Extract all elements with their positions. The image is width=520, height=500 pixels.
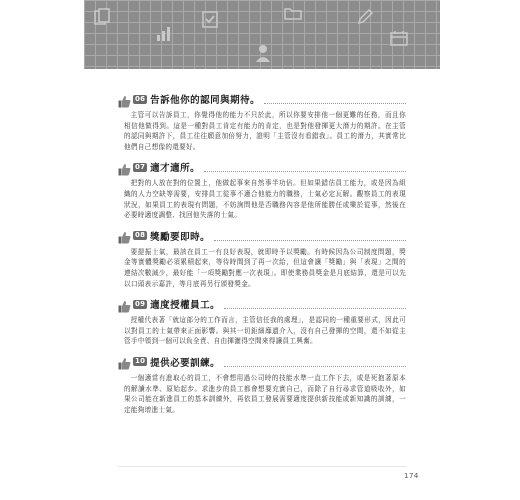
section-title: 獎勵要即時。 — [150, 231, 211, 243]
section-09 — [118, 297, 406, 347]
section-body: 一個適當有進取心的員工，不會想用過公司時的技能水準一直工作下去，或是死抱著原本的解讀水準、原始起步。求進步的員工都會想要充實自己，而除了自行尋求管道吸收外，如果公司能在新進員工的基本訓練外，再依員工發展需要適度提供新技能或新知識的訓練，一定能夠增進士氣。 — [124, 373, 406, 414]
header-band — [84, 0, 440, 69]
section-body: 主管可以告訴員工，你覺得他的能力不只於此，所以你要安排他一個更難的任務，而且你相信他做得到。這是一種對員工肯定有能力的肯定，也是對他發揮更大潛力的期許。在主管的認同與期許下，員工往往願意加倍努力，證明「主管沒有看錯我」。員工的潛力，其實常比他們自己想像的還要好。 — [124, 111, 406, 151]
section-10 — [118, 355, 406, 415]
section-rule — [214, 240, 406, 241]
section-rule — [204, 171, 406, 172]
calendar-icon — [390, 30, 408, 46]
section-number: 10 — [135, 357, 146, 366]
section-07 — [118, 160, 406, 220]
section-title: 適度授權員工。 — [150, 300, 221, 312]
section-number: 06 — [135, 94, 146, 103]
chart-icon — [156, 26, 172, 42]
docs-icon — [94, 8, 110, 26]
section-number: 09 — [135, 299, 146, 308]
thumbs-up-icon — [118, 229, 131, 242]
section-body: 要提振士氣，最該在員工一有良好表現，就即時予以獎勵。有時候因為公司制度問題，獎金等實體獎勵必須累積起來，等待時間到了再一次給，但這會讓「獎勵」與「表現」之間的連結次數減少，最好能「一項獎勵對應一次表現」。即使業務員獎金是月底結算，還是可以先以口頭表示嘉許，等月底再另行頒發獎金。 — [124, 247, 406, 288]
page-number: 174 — [404, 472, 419, 480]
section-heading — [118, 297, 406, 311]
page-content — [118, 92, 406, 423]
section-body: 授權代表著「就這部分的工作而言，主管信任我的處理」，是認同的一種重要形式，因此可以對員工的士氣帶來正面影響。與其一切鉅細靡遺介入，沒有自己發揮的空間，還不如從主管手中領到一個可以負全責、自由揮灑得空間來得讓員工興奮。 — [124, 316, 406, 346]
footer-rule — [118, 466, 406, 467]
section-body: 把對的人放在對的位置上，他做起事來自然事半功倍。但如果錯估員工能力，或是因為組織的人力空缺等需要，安排員工從事不適合他能力的職務，士氣必定瓦解。觀察員工的表現狀況，如果員工的表現有問題，不妨詢問他是否職務內容是他所能勝任或樂於從事，然後在必要時適度調整、找回他失落的士氣。 — [124, 179, 406, 220]
section-rule — [224, 308, 406, 309]
section-08 — [118, 229, 406, 289]
thumbs-up-icon — [118, 161, 131, 174]
pencil-icon — [356, 8, 374, 26]
person-icon — [256, 44, 270, 62]
section-title: 告訴他你的認同與期待。 — [150, 95, 261, 106]
section-06 — [118, 92, 406, 152]
section-heading — [118, 92, 406, 106]
clipboard-check-icon — [202, 10, 218, 28]
section-title: 提供必要訓練。 — [150, 357, 221, 369]
section-number: 07 — [135, 162, 146, 171]
thumbs-up-icon — [118, 355, 131, 368]
section-heading — [118, 229, 406, 243]
section-heading — [118, 355, 406, 369]
section-rule — [224, 366, 406, 367]
section-heading — [118, 160, 406, 174]
thumbs-up-icon — [118, 93, 131, 106]
section-number: 08 — [135, 231, 146, 240]
section-title: 適才適所。 — [150, 163, 201, 175]
folder-icon — [284, 6, 302, 20]
thumbs-up-icon — [118, 298, 131, 311]
section-rule — [264, 103, 406, 104]
